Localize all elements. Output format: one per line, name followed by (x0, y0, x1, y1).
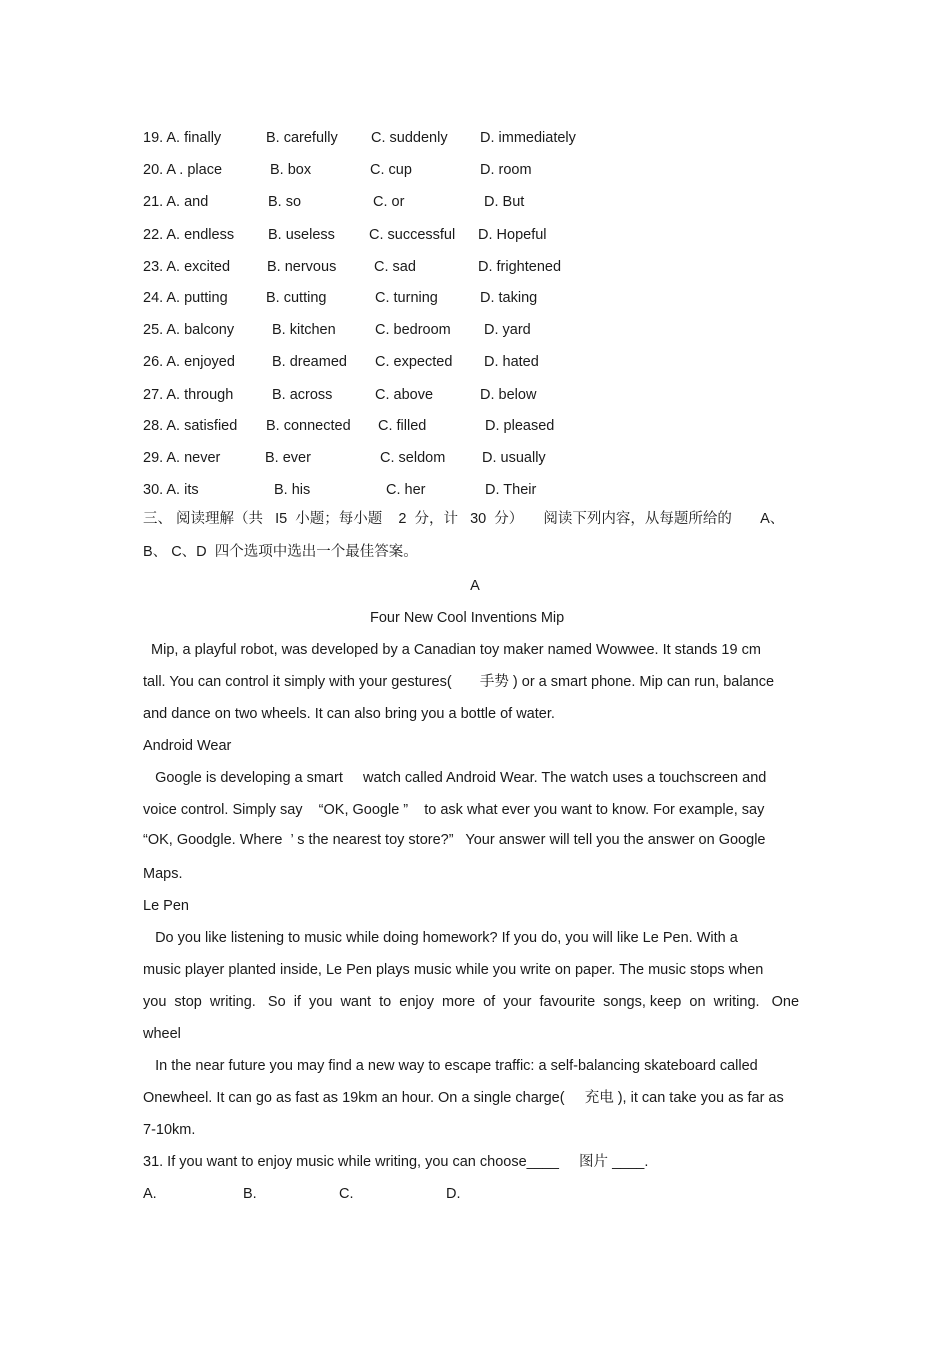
cloze-option-c: C. successful (369, 227, 456, 243)
cloze-option-a: 23. A. excited (143, 259, 231, 275)
cloze-option-d: D. frightened (478, 259, 562, 275)
section-instructions-line1: 三、 阅读理解（共 I5 小题；每小题 2 分，计 30 分） 阅读下列内容，从每题所给的 A、 (143, 511, 785, 527)
cloze-option-d: D. yard (484, 322, 531, 338)
cloze-option-b: B. box (270, 162, 312, 178)
mip-paragraph-line: Mip, a playful robot, was developed by a Canadian toy maker named Wowwee. It stands 19 cm (143, 642, 761, 658)
android-paragraph-line: Maps. (143, 866, 183, 882)
le-pen-paragraph-line: Do you like listening to music while doing homework? If you do, you will like Le Pen. With a (143, 930, 738, 946)
cloze-option-a: 30. A. its (143, 482, 199, 498)
cloze-option-a: 22. A. endless (143, 227, 235, 243)
cloze-option-a: 19. A. finally (143, 130, 222, 146)
cloze-option-a: 26. A. enjoyed (143, 354, 235, 370)
android-paragraph-line: voice control. Simply say “OK, Google ” to ask what ever you want to know. For example, say (143, 802, 765, 818)
passage-letter: A (470, 578, 480, 594)
question-31-option-a: A. (143, 1186, 157, 1202)
cloze-option-d: D. hated (484, 354, 539, 370)
question-31-option-b: B. (243, 1186, 257, 1202)
cloze-option-c: C. suddenly (371, 130, 448, 146)
le-pen-paragraph-line: wheel (143, 1026, 181, 1042)
le-pen-paragraph-line: music player planted inside, Le Pen plays music while you write on paper. The music stops when (143, 962, 764, 978)
cloze-option-c: C. bedroom (375, 322, 451, 338)
cloze-option-b: B. so (268, 194, 302, 210)
question-31-option-d: D. (446, 1186, 461, 1202)
mip-paragraph-line: and dance on two wheels. It can also bring you a bottle of water. (143, 706, 555, 722)
mip-paragraph-line: tall. You can control it simply with your gestures( 手势 ) or a smart phone. Mip can run, balance (143, 674, 775, 690)
cloze-option-c: C. turning (375, 290, 438, 306)
cloze-option-c: C. or (373, 194, 405, 210)
le-pen-paragraph-line: you stop writing. So if you want to enjoy more of your favourite songs, keep on writing. One (143, 994, 800, 1010)
cloze-option-c: C. expected (375, 354, 453, 370)
cloze-option-d: D. Hopeful (478, 227, 547, 243)
cloze-option-b: B. across (272, 387, 333, 403)
cloze-option-d: D. immediately (480, 130, 576, 146)
cloze-option-b: B. useless (268, 227, 335, 243)
cloze-option-a: 29. A. never (143, 450, 221, 466)
cloze-option-b: B. connected (266, 418, 351, 434)
cloze-option-c: C. above (375, 387, 434, 403)
onewheel-paragraph-line: Onewheel. It can go as fast as 19km an hour. On a single charge( 充电 ), it can take you as far as (143, 1090, 784, 1106)
cloze-option-d: D. room (480, 162, 532, 178)
cloze-option-b: B. ever (265, 450, 311, 466)
cloze-option-c: C. cup (370, 162, 412, 178)
cloze-option-b: B. nervous (267, 259, 337, 275)
cloze-option-b: B. kitchen (272, 322, 336, 338)
cloze-option-c: C. filled (378, 418, 427, 434)
cloze-option-d: D. But (484, 194, 525, 210)
cloze-option-c: C. seldom (380, 450, 446, 466)
cloze-option-c: C. her (386, 482, 426, 498)
cloze-option-d: D. Their (485, 482, 537, 498)
cloze-option-a: 24. A. putting (143, 290, 228, 306)
cloze-option-c: C. sad (374, 259, 416, 275)
cloze-option-a: 21. A. and (143, 194, 209, 210)
question-31-stem: 31. If you want to enjoy music while writing, you can choose____ 图片 ____. (143, 1154, 649, 1170)
cloze-option-a: 28. A. satisfied (143, 418, 238, 434)
cloze-option-b: B. his (274, 482, 311, 498)
onewheel-paragraph-line: 7-10km. (143, 1122, 196, 1138)
cloze-option-a: 20. A . place (143, 162, 223, 178)
cloze-option-d: D. below (480, 387, 537, 403)
cloze-option-b: B. dreamed (272, 354, 347, 370)
le-pen-heading: Le Pen (143, 898, 189, 914)
passage-title: Four New Cool Inventions Mip (370, 610, 565, 626)
android-paragraph-line: Google is developing a smart watch called Android Wear. The watch uses a touchscreen and (143, 770, 767, 786)
onewheel-paragraph-line: In the near future you may find a new way to escape traffic: a self-balancing skateboard called (143, 1058, 758, 1074)
android-paragraph-line: “OK, Goodgle. Where ’ s the nearest toy store?” Your answer will tell you the answer on Google (143, 832, 766, 848)
cloze-option-a: 25. A. balcony (143, 322, 235, 338)
cloze-option-d: D. taking (480, 290, 538, 306)
cloze-option-b: B. carefully (266, 130, 338, 146)
android-wear-heading: Android Wear (143, 738, 232, 754)
question-31-option-c: C. (339, 1186, 354, 1202)
cloze-option-a: 27. A. through (143, 387, 234, 403)
cloze-option-b: B. cutting (266, 290, 327, 306)
section-instructions-line2: B、 C、D 四个选项中选出一个最佳答案。 (143, 544, 418, 560)
cloze-option-d: D. usually (482, 450, 546, 466)
cloze-option-d: D. pleased (485, 418, 555, 434)
